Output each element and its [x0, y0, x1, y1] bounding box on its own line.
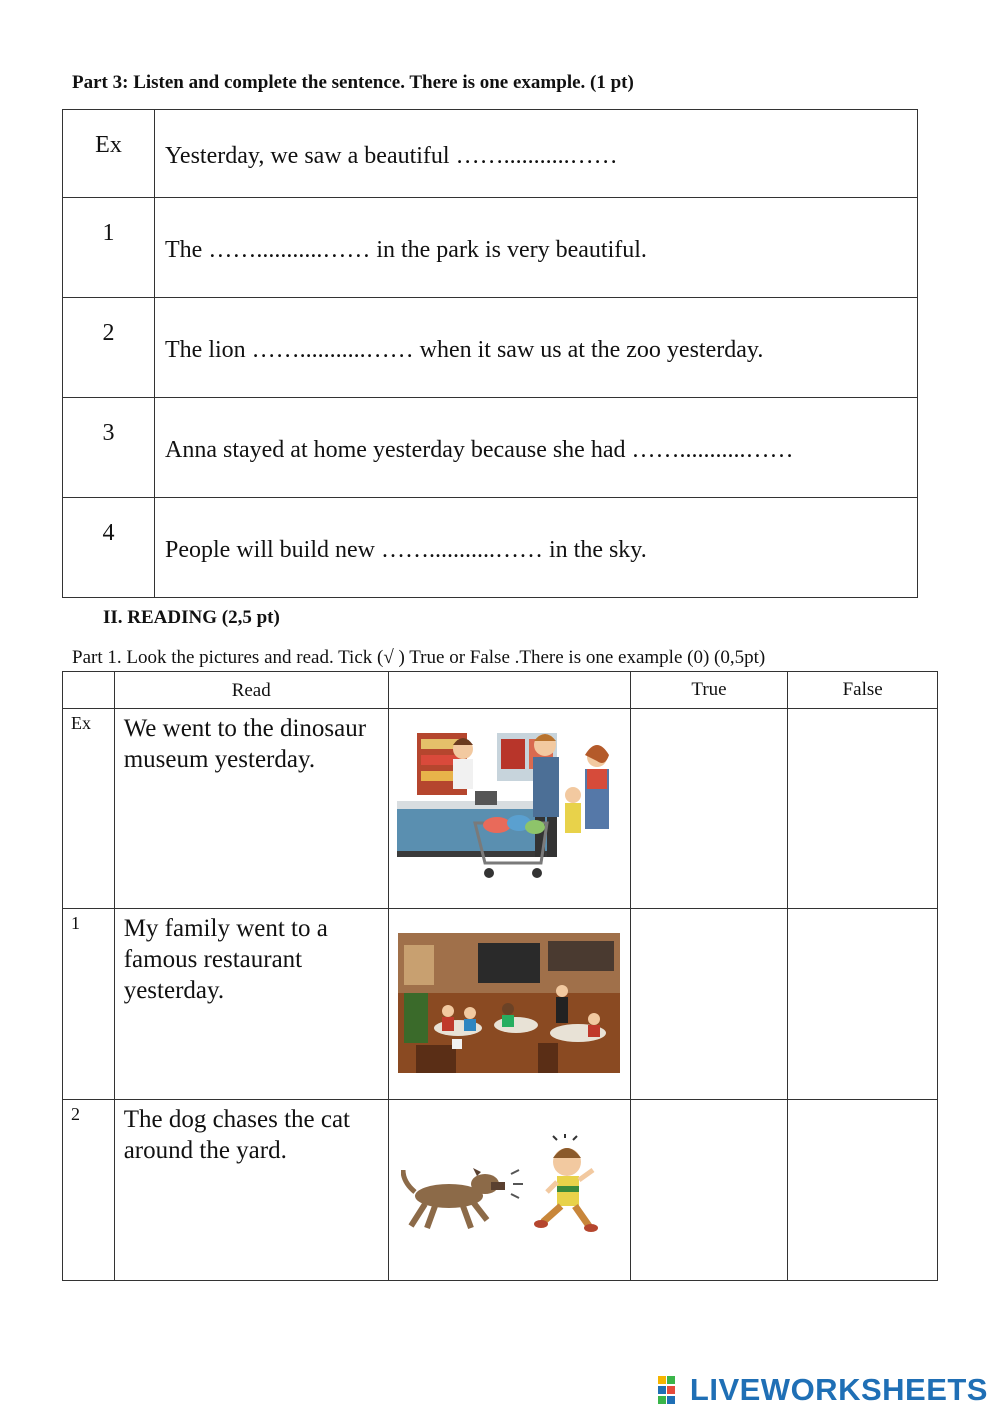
table-header-row — [63, 672, 938, 709]
header-true: True — [630, 672, 788, 709]
picture-cell — [388, 909, 630, 1100]
brand-name: LIVEWORKSHEETS — [689, 1372, 988, 1407]
false-answer-cell[interactable] — [788, 909, 938, 1100]
reading-table — [62, 671, 938, 1281]
true-answer-cell[interactable] — [630, 709, 788, 909]
row-number: 1 — [63, 198, 155, 298]
table-row — [63, 709, 938, 909]
header-false: False — [788, 672, 938, 709]
row-number: Ex — [63, 709, 115, 909]
table-row — [63, 110, 918, 198]
true-answer-cell[interactable] — [630, 1100, 788, 1281]
table-row — [63, 198, 918, 298]
picture-cell — [388, 709, 630, 909]
table-row — [63, 498, 918, 598]
header-blank — [63, 672, 115, 709]
restaurant-illustration — [398, 933, 620, 1073]
table-row — [63, 909, 938, 1100]
sentence: Yesterday, we saw a beautiful ……...........…… — [155, 110, 918, 198]
table-row — [63, 398, 918, 498]
part1-instruction: Part 1. Look the pictures and read. Tick (√ ) True or False .There is one example (0) (0,5pt) — [72, 647, 766, 668]
table-row — [63, 1100, 938, 1281]
statement: The dog chases the cat around the yard. — [114, 1100, 388, 1281]
footer-logo — [658, 1372, 988, 1408]
listen-table — [62, 109, 918, 598]
sentence: The ……...........…… in the park is very beautiful. — [155, 198, 918, 298]
row-number: 2 — [63, 298, 155, 398]
row-number: 1 — [63, 909, 115, 1100]
part3-heading: Part 3: Listen and complete the sentence. There is one example. (1 pt) — [72, 72, 634, 93]
picture-cell — [388, 1100, 630, 1281]
sentence: Anna stayed at home yesterday because she had ……...........…… — [155, 398, 918, 498]
row-number: Ex — [63, 110, 155, 198]
false-answer-cell[interactable] — [788, 709, 938, 909]
sentence: The lion ……...........…… when it saw us at the zoo yesterday. — [155, 298, 918, 398]
statement: We went to the dinosaur museum yesterday. — [114, 709, 388, 909]
table-row — [63, 298, 918, 398]
row-number: 2 — [63, 1100, 115, 1281]
reading-heading: II. READING (2,5 pt) — [103, 607, 280, 628]
supermarket-family-illustration — [397, 731, 627, 891]
header-read: Read — [114, 672, 388, 709]
row-number: 4 — [63, 498, 155, 598]
sentence: People will build new ……...........…… in the sky. — [155, 498, 918, 598]
true-answer-cell[interactable] — [630, 909, 788, 1100]
row-number: 3 — [63, 398, 155, 498]
false-answer-cell[interactable] — [788, 1100, 938, 1281]
statement: My family went to a famous restaurant yesterday. — [114, 909, 388, 1100]
dog-chasing-boy-illustration — [401, 1134, 621, 1244]
header-picture — [388, 672, 630, 709]
liveworksheets-logo-icon — [658, 1376, 684, 1404]
